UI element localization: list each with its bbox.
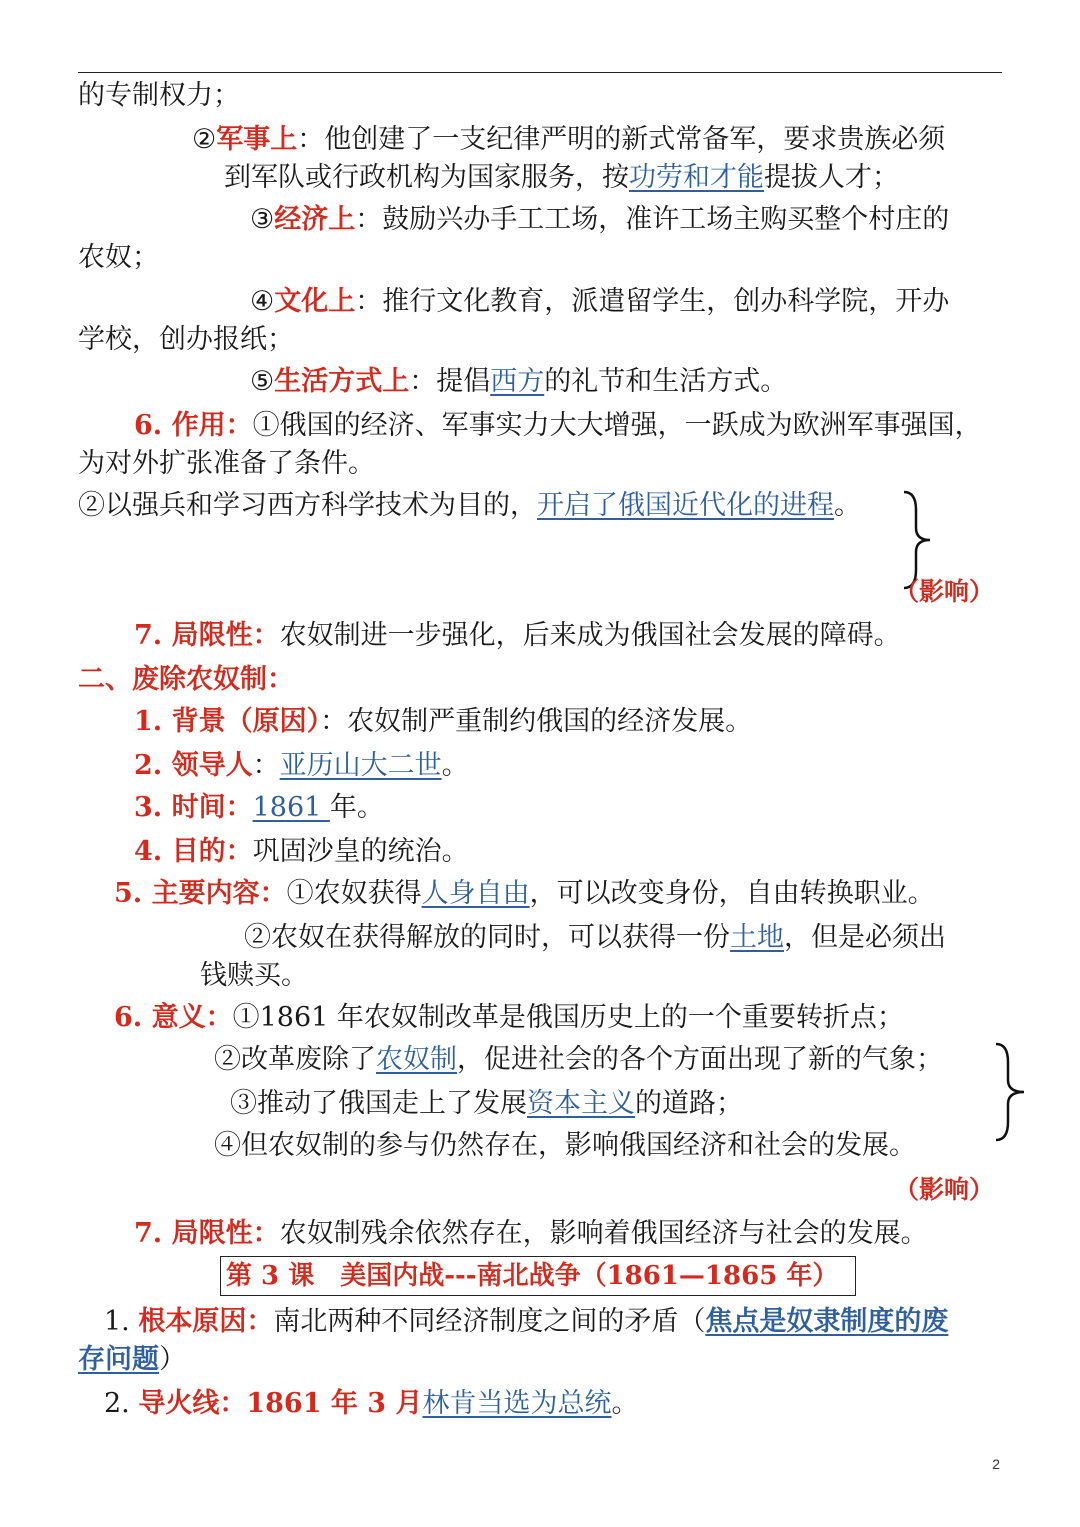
heading-lifestyle: 生活方式上: [274, 366, 410, 397]
heading-leader: 2. 领导人: [134, 750, 253, 781]
page-top-rule: [78, 72, 1002, 73]
key-term: 人身自由: [421, 878, 530, 909]
text-line: 1. 背景（原因）：农奴制严重制约俄国的经济发展。: [134, 706, 753, 737]
text-line: 4. 目的：巩固沙皇的统治。: [134, 836, 469, 867]
text-line: 为对外扩张准备了条件。: [78, 448, 375, 479]
heading-limitation: 7. 局限性：: [134, 620, 280, 651]
heading-limitation: 7. 局限性：: [134, 1218, 280, 1249]
text-line: 到军队或行政机构为国家服务，按功劳和才能提拔人才；: [224, 162, 899, 193]
text-line: 7. 局限性：农奴制进一步强化，后来成为俄国社会发展的障碍。: [134, 620, 901, 651]
text-line: 学校，创办报纸；: [78, 324, 294, 355]
text-line: 2. 导火线：1861 年 3 月林肯当选为总统。: [104, 1388, 639, 1419]
heading-time: 3. 时间：: [134, 792, 253, 823]
text-line: ②军事上：他创建了一支纪律严明的新式常备军，要求贵族必须: [192, 124, 946, 155]
text-line: 6. 意义：①1861 年农奴制改革是俄国历史上的一个重要转折点；: [114, 1002, 904, 1033]
text-line: ②农奴在获得解放的同时，可以获得一份土地，但是必须出: [244, 922, 946, 953]
text-line: 6. 作用：①俄国的经济、军事实力大大增强，一跃成为欧洲军事强国，: [134, 410, 982, 441]
text-line: 5. 主要内容：①农奴获得人身自由，可以改变身份，自由转换职业。: [114, 878, 935, 909]
text-line: ⑤生活方式上：提倡西方的礼节和生活方式。: [250, 366, 788, 397]
text-line: 3. 时间：1861 年。: [134, 792, 384, 823]
text-line: 农奴；: [78, 242, 159, 273]
heading-significance: 6. 意义：: [114, 1002, 233, 1033]
heading-main-content: 5. 主要内容：: [114, 878, 287, 909]
key-term: 亚历山大二世: [279, 750, 442, 781]
heading-effect: 6. 作用：: [134, 410, 253, 441]
key-term: 林肯当选为总统: [422, 1388, 612, 1419]
heading-trigger: 导火线：1861 年 3 月: [138, 1388, 423, 1419]
key-term: 存问题: [78, 1344, 159, 1375]
impact-label: （影响）: [894, 577, 995, 606]
key-term: 西方: [490, 366, 545, 397]
key-term: 农奴制: [376, 1044, 457, 1075]
right-brace-icon: [992, 1040, 1032, 1144]
text-line: 7. 局限性：农奴制残余依然存在，影响着俄国经济与社会的发展。: [134, 1218, 928, 1249]
heading-economy: 经济上: [274, 204, 356, 235]
text-line: ②以强兵和学习西方科学技术为目的，开启了俄国近代化的进程。: [78, 490, 861, 521]
text-line: ③推动了俄国走上了发展资本主义的道路；: [230, 1088, 743, 1119]
text-line: ②改革废除了农奴制，促进社会的各个方面出现了新的气象；: [214, 1044, 943, 1075]
text-line: 2. 领导人：亚历山大二世。: [134, 750, 469, 781]
key-term: 开启了俄国近代化的进程: [537, 490, 834, 521]
heading-military: 军事上: [216, 124, 298, 155]
page-number: 2: [992, 1456, 1000, 1472]
heading-background: 1. 背景（原因）: [134, 706, 321, 737]
text-line: 存问题）: [78, 1344, 186, 1375]
key-term: 土地: [730, 922, 784, 953]
impact-label: （影响）: [894, 1175, 995, 1204]
heading-root-cause: 根本原因：: [138, 1306, 274, 1337]
text-line: ③经济上：鼓励兴办手工工场，准许工场主购买整个村庄的: [250, 204, 950, 235]
key-term: 焦点是奴隶制度的废: [705, 1306, 949, 1337]
heading-purpose: 4. 目的：: [134, 836, 253, 867]
text-line: ④文化上：推行文化教育，派遣留学生，创办科学院，开办: [250, 286, 950, 317]
key-term: 1861: [252, 792, 330, 823]
key-term: 功劳和才能: [629, 162, 764, 193]
text-line: 的专制权力；: [78, 80, 240, 111]
section-heading: 二、废除农奴制：: [78, 664, 294, 695]
heading-culture: 文化上: [274, 286, 356, 317]
text-line: 1. 根本原因：南北两种不同经济制度之间的矛盾（焦点是奴隶制度的废: [104, 1306, 949, 1337]
text-line: 钱赎买。: [200, 960, 308, 991]
key-term: 资本主义: [527, 1088, 635, 1119]
text-line: ④但农奴制的参与仍然存在，影响俄国经济和社会的发展。: [214, 1130, 916, 1161]
lesson-title: 第 3 课 美国内战---南北战争（1861—1865 年）: [226, 1261, 839, 1291]
